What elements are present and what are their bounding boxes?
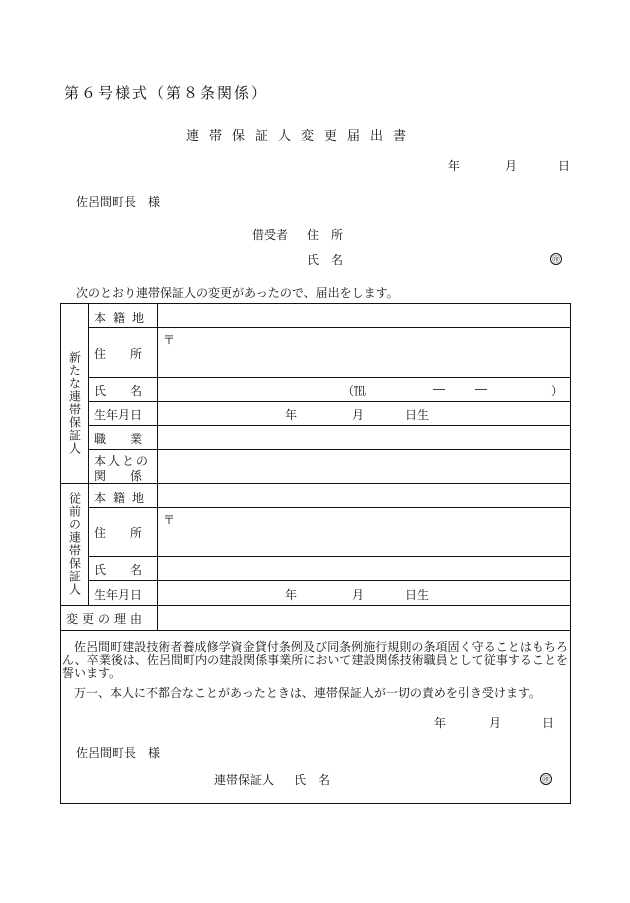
prev-guarantor-section-label: 従前の連帯保証人 [67,492,82,596]
new-tel-dash-2: ― [475,382,487,396]
new-relation-label-1: 本人との [94,454,151,468]
guarantor-sign-label: 連帯保証人 [214,773,275,787]
new-occupation-label: 職 業 [94,432,143,446]
new-postal-mark: 〒 [163,333,176,347]
new-honseki-label: 本籍地 [94,311,152,325]
prev-birth-day: 日生 [405,588,430,602]
prev-postal-mark: 〒 [163,513,176,527]
new-tel-label: （℡ [342,384,367,398]
new-tel-dash-1: ― [433,382,445,396]
date-bottom-day: 日 [542,716,555,730]
new-tel-close: ） [551,384,564,398]
date-bottom-year: 年 [434,716,447,730]
borrower-name-label: 氏 名 [307,253,344,267]
date-top-day: 日 [558,159,571,173]
new-address-label: 住 所 [94,347,143,361]
guarantor-seal-icon: ㊞ [542,775,550,784]
intro-text: 次のとおり連帯保証人の変更があったので、届出をします。 [76,286,399,300]
new-guarantor-section-label: 新たな連帯保証人 [67,351,82,455]
prev-address-label: 住 所 [94,526,143,540]
guarantor-sign-name-label: 氏 名 [294,773,331,787]
prev-birth-year: 年 [285,588,298,602]
date-bottom-month: 月 [489,716,502,730]
prev-birth-month: 月 [352,588,365,602]
prev-name-label: 氏 名 [94,563,143,577]
date-top-month: 月 [505,159,518,173]
new-birth-month: 月 [352,408,365,422]
prev-birth-label: 生年月日 [94,588,143,602]
addressee: 佐呂間町長 様 [76,195,161,209]
date-top-year: 年 [448,159,461,173]
borrower-address-label: 住 所 [307,228,344,242]
borrower-seal-icon: ㊞ [552,255,560,264]
new-birth-year: 年 [285,408,298,422]
new-birth-label: 生年月日 [94,408,143,422]
borrower-label: 借受者 [252,228,289,242]
new-name-label: 氏 名 [94,384,143,398]
new-relation-label-2: 関 係 [94,469,143,483]
form-title: 連帯保証人変更届出書 [186,129,417,144]
addressee-bottom: 佐呂間町長 様 [76,746,161,760]
new-birth-day: 日生 [405,408,430,422]
pledge-paragraph-1: 佐呂間町建設技術者養成修学資金貸付条例及び同条例施行規則の条項固く守ることはもちろん、卒業後は、佐呂間町内の建設関係事業所において建設関係技術職員として従事することを誓います。 [62,640,568,680]
form-number: 第６号様式（第８条関係） [64,84,269,102]
prev-honseki-label: 本籍地 [94,491,152,505]
reason-label: 変更の理由 [66,612,147,626]
pledge-paragraph-2: 万一、本人に不都合なことがあったときは、連帯保証人が一切の責めを引き受けます。 [62,686,541,700]
